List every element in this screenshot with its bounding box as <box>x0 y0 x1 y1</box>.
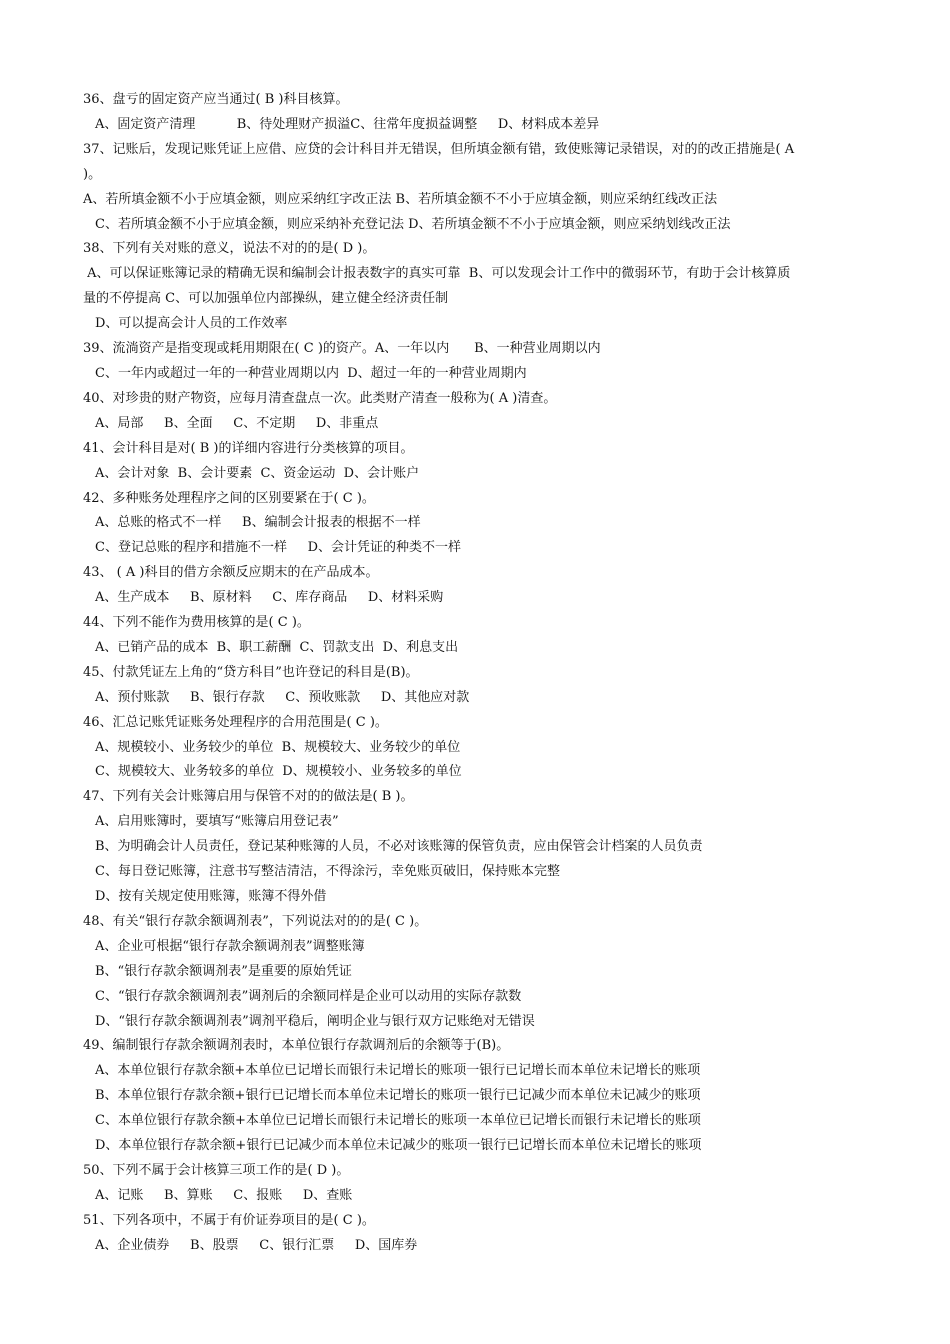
option-line: C、“银行存款余额调剂表”调剂后的余额同样是企业可以动用的实际存款数 <box>95 988 522 1004</box>
option-line: D、可以提高会计人员的工作效率 <box>95 316 288 332</box>
question-line: 41、会计科目是对( B )的详细内容进行分类核算的项目。 <box>83 440 414 456</box>
option-line: A、启用账簿时，要填写“账簿启用登记表” <box>95 814 339 830</box>
question-line: 50、下列不属于会计核算三项工作的是( D )。 <box>83 1162 350 1178</box>
option-line: A、总账的格式不一样 B、编制会计报表的根据不一样 <box>95 515 421 531</box>
option-line: A、会计对象 B、会计要素 C、资金运动 D、会计账户 <box>95 465 420 481</box>
option-line: A、局部 B、全面 C、不定期 D、非重点 <box>95 415 379 431</box>
option-line: A、记账 B、算账 C、报账 D、查账 <box>95 1187 353 1203</box>
option-line: C、若所填金额不小于应填金额，则应采纳补充登记法 D、若所填金额不不小于应填金额，则应采纳划线改正法 <box>95 216 731 232</box>
option-line: A、企业可根据“银行存款余额调剂表”调整账簿 <box>95 938 365 954</box>
option-line: D、“银行存款余额调剂表”调剂平稳后，阐明企业与银行双方记账绝对无错误 <box>95 1013 535 1029</box>
question-line: 43、 ( A )科目的借方余额反应期末的在产品成本。 <box>83 565 379 581</box>
question-line: 47、下列有关会计账簿启用与保管不对的的做法是( B )。 <box>83 789 414 805</box>
option-line: C、本单位银行存款余额+本单位已记增长而银行未记增长的账项一本单位已记增长而银行未记增长的账项 <box>95 1113 701 1129</box>
option-line: B、“银行存款余额调剂表”是重要的原始凭证 <box>95 963 352 979</box>
option-line: A、本单位银行存款余额+本单位已记增长而银行未记增长的账项一银行已记增长而本单位未记增长的账项 <box>95 1063 701 1079</box>
question-line: 46、汇总记账凭证账务处理程序的合用范围是( C )。 <box>83 714 388 730</box>
question-line: 量的不停提高 C、可以加强单位内部操纵，建立健全经济责任制 <box>83 291 449 307</box>
question-line: 51、下列各项中，不属于有价证券项目的是( C )。 <box>83 1212 375 1228</box>
option-line: C、登记总账的程序和措施不一样 D、会计凭证的种类不一样 <box>95 540 462 556</box>
option-line: C、规模较大、业务较多的单位 D、规模较小、业务较多的单位 <box>95 764 462 780</box>
question-line: 37、记账后，发现记账凭证上应借、应贷的会计科目并无错误，但所填金额有错，致使账簿记录错误，对的的改正措施是( A <box>83 141 795 157</box>
question-line: 40、对珍贵的财产物资，应每月清查盘点一次。此类财产清查一般称为( A )清查。 <box>83 390 557 406</box>
option-line: D、按有关规定使用账簿，账簿不得外借 <box>95 889 327 904</box>
option-line: A、已销产品的成本 B、职工薪酬 C、罚款支出 D、利息支出 <box>95 639 459 655</box>
option-line: B、为明确会计人员责任，登记某种账簿的人员，不必对该账簿的保管负责，应由保管会计档案的人员负责 <box>95 839 703 855</box>
option-line: A、固定资产清理 B、待处理财产损溢C、往常年度损益调整 D、材料成本差异 <box>95 116 600 132</box>
question-line: 42、多种账务处理程序之间的区别要紧在于( C )。 <box>83 490 375 506</box>
question-line: 45、付款凭证左上角的“贷方科目”也许登记的科目是(B)。 <box>83 664 419 680</box>
question-line: A、可以保证账簿记录的精确无误和编制会计报表数字的真实可靠 B、可以发现会计工作中的微弱环节，有助于会计核算质 <box>83 266 791 282</box>
question-line: 44、下列不能作为费用核算的是( C )。 <box>83 615 310 631</box>
question-line: 36、盘亏的固定资产应当通过( B )科目核算。 <box>83 92 349 107</box>
question-line: 38、下列有关对账的意义，说法不对的的是( D )。 <box>83 241 376 257</box>
option-line: A、企业债券 B、股票 C、银行汇票 D、国库券 <box>95 1237 418 1253</box>
question-line: 49、编制银行存款余额调剂表时，本单位银行存款调剂后的余额等于(B)。 <box>83 1038 510 1054</box>
question-line: 48、有关“银行存款余额调剂表”，下列说法对的的是( C )。 <box>83 913 428 929</box>
option-line: A、生产成本 B、原材料 C、库存商品 D、材料采购 <box>95 590 444 606</box>
option-line: B、本单位银行存款余额+银行已记增长而本单位未记增长的账项一银行已记减少而本单位未记减少的账项 <box>95 1088 701 1104</box>
question-line: )。 <box>83 166 102 182</box>
option-line: C、一年内或超过一年的一种营业周期以内 D、超过一年的一种营业周期内 <box>95 365 527 381</box>
option-line: A、预付账款 B、银行存款 C、预收账款 D、其他应对款 <box>95 689 470 705</box>
option-line: A、规模较小、业务较少的单位 B、规模较大、业务较少的单位 <box>95 739 461 755</box>
question-line: 39、流淌资产是指变现或耗用期限在( C )的资产。A、一年以内 B、一种营业周期以内 <box>83 341 601 357</box>
question-line: A、若所填金额不小于应填金额，则应采纳红字改正法 B、若所填金额不不小于应填金额，则应采纳红线改正法 <box>83 191 718 207</box>
option-line: D、本单位银行存款余额+银行已记减少而本单位未记减少的账项一银行已记增长而本单位未记增长的账项 <box>95 1138 702 1154</box>
option-line: C、每日登记账簿，注意书写整洁清洁，不得涂污，幸免账页破旧，保持账本完整 <box>95 864 560 880</box>
document-page <box>0 88 950 1259</box>
